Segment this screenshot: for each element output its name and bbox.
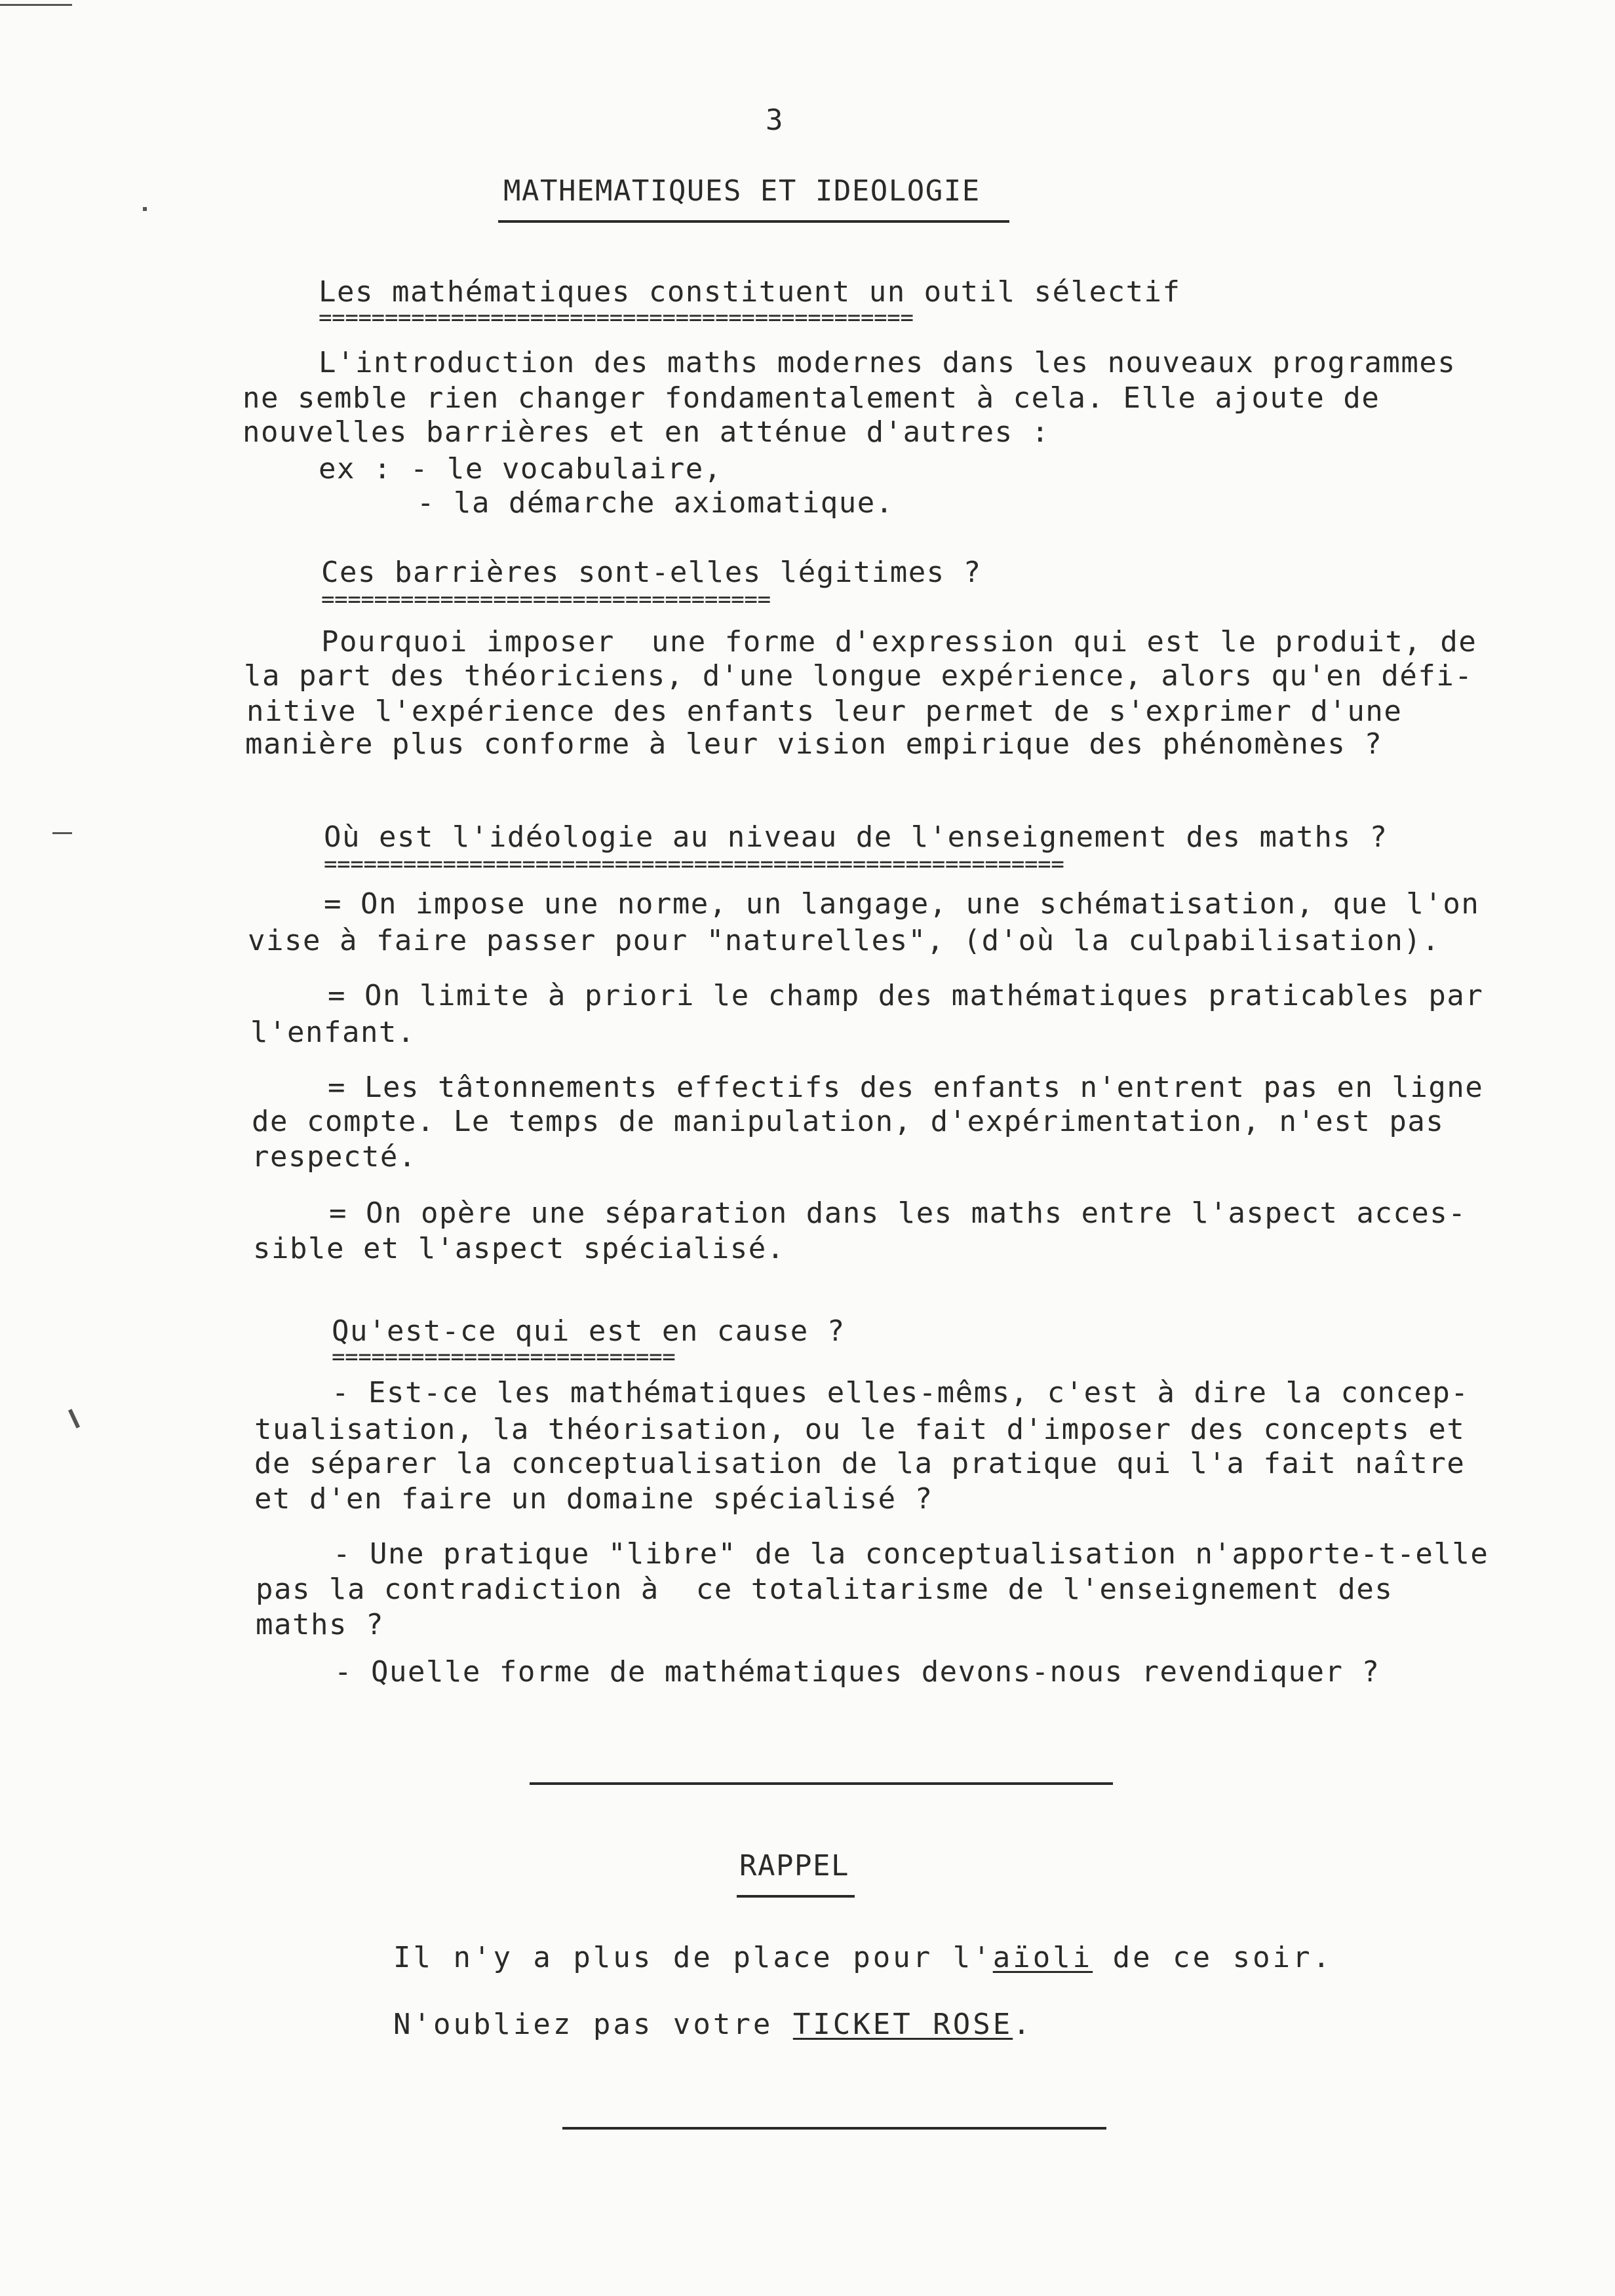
page-number: 3 bbox=[766, 104, 784, 137]
section-3-line: vise à faire passer pour "naturelles", (d'où la culpabilisation). bbox=[248, 924, 1441, 957]
section-4-line: - Une pratique "libre" de la conceptualisation n'apporte-t-elle bbox=[333, 1537, 1489, 1571]
title-underline bbox=[498, 220, 1009, 223]
section-4-line: et d'en faire un domaine spécialisé ? bbox=[254, 1482, 933, 1516]
scan-mark bbox=[68, 1409, 80, 1428]
rappel-line-1-before: Il n'y a plus de place pour l' bbox=[393, 1941, 993, 1974]
bottom-separator-line bbox=[562, 2127, 1106, 2130]
section-3-heading: Où est l'idéologie au niveau de l'enseignement des maths ? bbox=[324, 820, 1388, 854]
section-3-line: = On limite à priori le champ des mathématiques praticables par bbox=[328, 979, 1484, 1012]
section-4-line: - Quelle forme de mathématiques devons-nous revendiquer ? bbox=[334, 1655, 1380, 1689]
section-2-line: Pourquoi imposer une forme d'expression qui est le produit, de bbox=[321, 625, 1477, 659]
ticket-rose-underlined: TICKET ROSE bbox=[792, 2008, 1013, 2041]
section-4-line: maths ? bbox=[256, 1608, 384, 1641]
section-3-line: = On impose une norme, un langage, une schématisation, que l'on bbox=[324, 887, 1480, 921]
section-3-line: = Les tâtonnements effectifs des enfants n'entrent pas en ligne bbox=[328, 1071, 1484, 1104]
section-1-line: L'introduction des maths modernes dans les nouveaux programmes bbox=[319, 346, 1456, 379]
section-1-line: nouvelles barrières et en atténue d'autres : bbox=[243, 415, 1050, 449]
section-2-line: la part des théoriciens, d'une longue expérience, alors qu'en défi- bbox=[244, 659, 1473, 693]
section-4-line: - Est-ce les mathématiques elles-mêms, c'est à dire la concep- bbox=[332, 1376, 1469, 1409]
section-1-line: - la démarche axiomatique. bbox=[417, 486, 894, 520]
section-1-line: ne semble rien changer fondamentalement à cela. Elle ajoute de bbox=[243, 381, 1380, 415]
rappel-heading: RAPPEL bbox=[739, 1849, 849, 1883]
section-4-heading: Qu'est-ce qui est en cause ? bbox=[332, 1314, 846, 1348]
section-3-line: l'enfant. bbox=[250, 1016, 416, 1049]
section-2-heading: Ces barrières sont-elles légitimes ? bbox=[321, 556, 982, 589]
aioli-underlined: aïoli bbox=[992, 1941, 1093, 1974]
scan-mark bbox=[0, 4, 72, 6]
section-4-rule: ========================== bbox=[332, 1344, 676, 1370]
rappel-line-1-after: de ce soir. bbox=[1093, 1941, 1333, 1974]
rappel-underline bbox=[737, 1895, 855, 1898]
section-4-line: de séparer la conceptualisation de la pratique qui l'a fait naître bbox=[254, 1447, 1466, 1480]
section-3-line: sible et l'aspect spécialisé. bbox=[253, 1232, 785, 1265]
rappel-line-2 bbox=[393, 2010, 1033, 2039]
page-title: MATHEMATIQUES ET IDEOLOGIE bbox=[503, 174, 981, 208]
section-2-line: manière plus conforme à leur vision empirique des phénomènes ? bbox=[245, 727, 1383, 761]
section-2-rule: ================================== bbox=[321, 586, 771, 613]
section-3-line: respecté. bbox=[252, 1140, 417, 1174]
section-1-heading: Les mathématiques constituent un outil sélectif bbox=[319, 275, 1181, 309]
scan-mark bbox=[143, 207, 147, 211]
section-1-rule: ============================================= bbox=[319, 305, 914, 331]
rappel-line-2-after: . bbox=[1013, 2008, 1033, 2041]
section-1-line: ex : - le vocabulaire, bbox=[319, 452, 722, 486]
section-3-line: = On opère une séparation dans les maths entre l'aspect acces- bbox=[329, 1196, 1467, 1230]
section-4-line: pas la contradiction à ce totalitarisme de l'enseignement des bbox=[256, 1573, 1393, 1606]
section-3-rule: ======================================================== bbox=[324, 851, 1064, 877]
scan-mark bbox=[52, 832, 72, 834]
section-3-line: de compte. Le temps de manipulation, d'expérimentation, n'est pas bbox=[252, 1105, 1445, 1138]
section-4-line: tualisation, la théorisation, ou le fait d'imposer des concepts et bbox=[254, 1413, 1466, 1446]
rappel-line-2-before: N'oubliez pas votre bbox=[393, 2008, 793, 2041]
rappel-line-1 bbox=[393, 1943, 1333, 1972]
separator-line bbox=[530, 1782, 1113, 1785]
section-2-line: nitive l'expérience des enfants leur permet de s'exprimer d'une bbox=[246, 695, 1403, 728]
